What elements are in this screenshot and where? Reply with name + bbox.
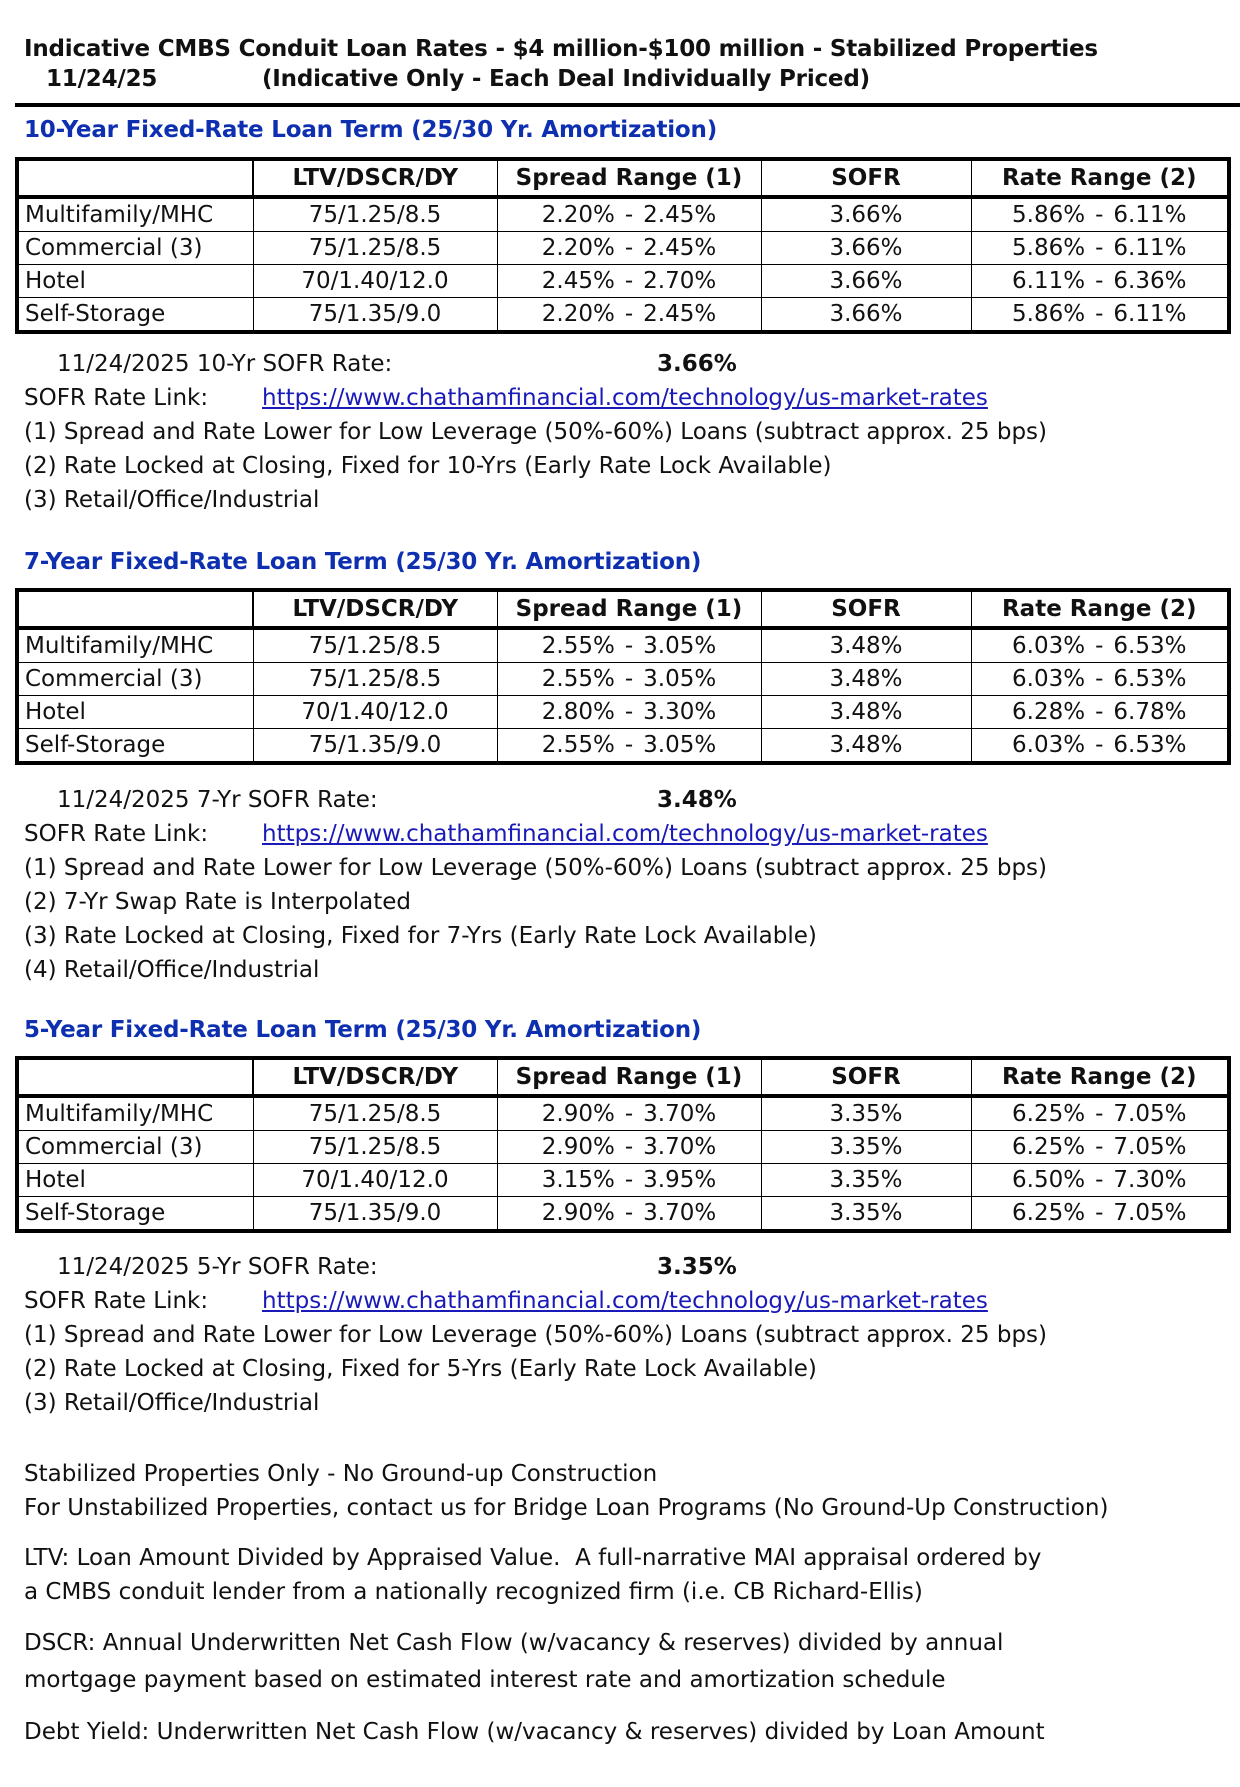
table-row [17, 1131, 1229, 1164]
ltv-dscr-dy: 75/1.35/9.0 [253, 298, 497, 333]
spread-low: 2.55% [541, 732, 615, 758]
rate-low: 6.11% [1012, 268, 1086, 294]
sofr-rate-label: 11/24/2025 7-Yr SOFR Rate: [57, 787, 378, 813]
rate-low: 6.25% [1012, 1200, 1086, 1226]
sofr-value: 3.48% [761, 663, 971, 696]
title-divider [15, 103, 1240, 107]
column-header: SOFR [761, 1058, 971, 1096]
sofr-rate-line [24, 1250, 1047, 1284]
range-separator: - [1095, 699, 1104, 725]
range-separator: - [1095, 732, 1104, 758]
spread-low: 3.15% [541, 1167, 615, 1193]
ltv-dscr-dy: 75/1.35/9.0 [253, 729, 497, 764]
column-header: Spread Range (1) [497, 159, 761, 197]
ltv-dscr-dy: 75/1.25/8.5 [253, 663, 497, 696]
spread-high: 3.95% [643, 1167, 717, 1193]
rate-low: 6.25% [1012, 1134, 1086, 1160]
rate-range [971, 1131, 1229, 1164]
range-separator: - [1095, 301, 1104, 327]
rate-high: 6.53% [1113, 732, 1187, 758]
spread-low: 2.20% [541, 301, 615, 327]
spread-high: 3.05% [643, 633, 717, 659]
range-separator: - [624, 732, 634, 758]
rate-low: 5.86% [1012, 301, 1086, 327]
rate-high: 7.05% [1113, 1101, 1187, 1127]
ltv-dscr-dy: 75/1.25/8.5 [253, 197, 497, 232]
rate-high: 6.36% [1113, 268, 1187, 294]
table-header-row [17, 1058, 1229, 1096]
table-header-row [17, 590, 1229, 628]
rate-low: 5.86% [1012, 235, 1086, 261]
ltv-dscr-dy: 75/1.25/8.5 [253, 1131, 497, 1164]
range-separator: - [624, 666, 634, 692]
footnote: (2) Rate Locked at Closing, Fixed for 5-Yrs (Early Rate Lock Available) [24, 1356, 817, 1382]
footer-debt-yield: Debt Yield: Underwritten Net Cash Flow (w/vacancy & reserves) divided by Loan Amount [24, 1719, 1045, 1745]
sofr-rate-value: 3.35% [657, 1254, 737, 1280]
sofr-rate-link[interactable]: https://www.chathamfinancial.com/technology/us-market-rates [262, 1288, 988, 1314]
spread-high: 3.05% [643, 666, 717, 692]
range-separator: - [624, 1167, 634, 1193]
range-separator: - [1095, 1200, 1104, 1226]
rate-low: 6.25% [1012, 1101, 1086, 1127]
table-row [17, 298, 1229, 333]
footnote: (3) Retail/Office/Industrial [24, 1390, 320, 1416]
sofr-rate-line [24, 783, 1047, 817]
sofr-value: 3.66% [761, 197, 971, 232]
sofr-value: 3.48% [761, 696, 971, 729]
range-separator: - [1095, 268, 1104, 294]
range-separator: - [624, 633, 634, 659]
sofr-rate-label: 11/24/2025 10-Yr SOFR Rate: [57, 351, 393, 377]
spread-low: 2.55% [541, 666, 615, 692]
sofr-rate-line [24, 347, 1047, 381]
column-header: LTV/DSCR/DY [253, 590, 497, 628]
table-row [17, 1096, 1229, 1131]
rate-high: 6.11% [1113, 235, 1187, 261]
spread-high: 3.70% [643, 1200, 717, 1226]
section-heading: 7-Year Fixed-Rate Loan Term (25/30 Yr. Amortization) [24, 549, 702, 575]
rate-low: 6.03% [1012, 633, 1086, 659]
column-header: Spread Range (1) [497, 1058, 761, 1096]
spread-high: 3.70% [643, 1101, 717, 1127]
footer-ltv-2: a CMBS conduit lender from a nationally recognized firm (i.e. CB Richard-Ellis) [24, 1579, 923, 1605]
sofr-value: 3.35% [761, 1197, 971, 1232]
document-title [24, 34, 1098, 94]
table-row [17, 232, 1229, 265]
table-header-row [17, 159, 1229, 197]
column-header [17, 159, 253, 197]
rate-range [971, 232, 1229, 265]
rate-range [971, 197, 1229, 232]
range-separator: - [1095, 1167, 1104, 1193]
property-type: Hotel [17, 265, 253, 298]
sofr-link-line [24, 817, 1047, 851]
spread-low: 2.20% [541, 202, 615, 228]
rates-table [15, 1056, 1231, 1233]
sofr-rate-link[interactable]: https://www.chathamfinancial.com/technology/us-market-rates [262, 385, 988, 411]
rate-low: 6.50% [1012, 1167, 1086, 1193]
sofr-value: 3.35% [761, 1131, 971, 1164]
column-header: SOFR [761, 159, 971, 197]
sofr-rate-value: 3.66% [657, 351, 737, 377]
rates-table [15, 588, 1231, 765]
footer-stabilized-1: Stabilized Properties Only - No Ground-up Construction [24, 1461, 658, 1487]
range-separator: - [624, 1200, 634, 1226]
footer-dscr-2: mortgage payment based on estimated interest rate and amortization schedule [24, 1667, 946, 1693]
range-separator: - [624, 1101, 634, 1127]
sofr-value: 3.66% [761, 298, 971, 333]
rate-low: 6.03% [1012, 732, 1086, 758]
sofr-rate-value: 3.48% [657, 787, 737, 813]
footnote: (2) 7-Yr Swap Rate is Interpolated [24, 889, 411, 915]
range-separator: - [1095, 202, 1104, 228]
ltv-dscr-dy: 75/1.25/8.5 [253, 628, 497, 663]
footer-dscr-1: DSCR: Annual Underwritten Net Cash Flow (w/vacancy & reserves) divided by annual [24, 1630, 1004, 1656]
sofr-value: 3.35% [761, 1096, 971, 1131]
spread-low: 2.80% [541, 699, 615, 725]
table-row [17, 663, 1229, 696]
rate-range [971, 628, 1229, 663]
column-header: LTV/DSCR/DY [253, 159, 497, 197]
ltv-dscr-dy: 75/1.35/9.0 [253, 1197, 497, 1232]
property-type: Commercial (3) [17, 232, 253, 265]
footer-ltv-1: LTV: Loan Amount Divided by Appraised Value. A full-narrative MAI appraisal ordered by [24, 1545, 1042, 1571]
rates-table [15, 157, 1231, 334]
rate-range [971, 1197, 1229, 1232]
range-separator: - [624, 699, 634, 725]
title-main: Indicative CMBS Conduit Loan Rates - $4 million-$100 million - Stabilized Properties [24, 36, 1098, 62]
spread-high: 2.45% [643, 301, 717, 327]
column-header [17, 1058, 253, 1096]
footnote: (1) Spread and Rate Lower for Low Leverage (50%-60%) Loans (subtract approx. 25 bps) [24, 855, 1048, 881]
ltv-dscr-dy: 70/1.40/12.0 [253, 265, 497, 298]
sofr-link-line [24, 381, 1047, 415]
range-separator: - [624, 235, 634, 261]
table-row [17, 628, 1229, 663]
column-header: Rate Range (2) [971, 1058, 1229, 1096]
sofr-value: 3.66% [761, 265, 971, 298]
spread-range [497, 265, 761, 298]
property-type: Hotel [17, 696, 253, 729]
property-type: Commercial (3) [17, 1131, 253, 1164]
column-header: Rate Range (2) [971, 590, 1229, 628]
spread-range [497, 1164, 761, 1197]
spread-high: 3.05% [643, 732, 717, 758]
rate-high: 7.05% [1113, 1134, 1187, 1160]
column-header: Rate Range (2) [971, 159, 1229, 197]
rate-range [971, 298, 1229, 333]
table-row [17, 265, 1229, 298]
spread-high: 2.45% [643, 202, 717, 228]
section-notes [24, 783, 1047, 987]
spread-high: 2.70% [643, 268, 717, 294]
column-header: LTV/DSCR/DY [253, 1058, 497, 1096]
rate-range [971, 1096, 1229, 1131]
spread-range [497, 696, 761, 729]
sofr-link-label: SOFR Rate Link: [24, 821, 209, 847]
sofr-link-label: SOFR Rate Link: [24, 1288, 209, 1314]
property-type: Multifamily/MHC [17, 197, 253, 232]
ltv-dscr-dy: 75/1.25/8.5 [253, 232, 497, 265]
spread-low: 2.90% [541, 1200, 615, 1226]
spread-range [497, 628, 761, 663]
property-type: Commercial (3) [17, 663, 253, 696]
rate-range [971, 696, 1229, 729]
section-heading: 5-Year Fixed-Rate Loan Term (25/30 Yr. Amortization) [24, 1017, 702, 1043]
rate-range [971, 265, 1229, 298]
property-type: Multifamily/MHC [17, 1096, 253, 1131]
footer-stabilized-2: For Unstabilized Properties, contact us for Bridge Loan Programs (No Ground-Up Construction) [24, 1495, 1109, 1521]
footnote: (1) Spread and Rate Lower for Low Leverage (50%-60%) Loans (subtract approx. 25 bps) [24, 1322, 1048, 1348]
footnote: (3) Rate Locked at Closing, Fixed for 7-Yrs (Early Rate Lock Available) [24, 923, 817, 949]
table-row [17, 696, 1229, 729]
spread-high: 3.30% [643, 699, 717, 725]
rate-range [971, 663, 1229, 696]
spread-range [497, 1197, 761, 1232]
range-separator: - [1095, 633, 1104, 659]
section-heading: 10-Year Fixed-Rate Loan Term (25/30 Yr. Amortization) [24, 117, 718, 143]
table-row [17, 729, 1229, 764]
sofr-value: 3.48% [761, 729, 971, 764]
rate-high: 7.30% [1113, 1167, 1187, 1193]
rate-high: 6.53% [1113, 633, 1187, 659]
footer-notes [24, 1457, 1108, 1749]
rate-high: 6.11% [1113, 202, 1187, 228]
sofr-value: 3.35% [761, 1164, 971, 1197]
range-separator: - [624, 202, 634, 228]
spread-range [497, 232, 761, 265]
range-separator: - [624, 268, 634, 294]
property-type: Hotel [17, 1164, 253, 1197]
column-header [17, 590, 253, 628]
property-type: Self-Storage [17, 1197, 253, 1232]
rate-low: 6.03% [1012, 666, 1086, 692]
rate-low: 5.86% [1012, 202, 1086, 228]
spread-low: 2.55% [541, 633, 615, 659]
rate-high: 6.78% [1113, 699, 1187, 725]
spread-high: 3.70% [643, 1134, 717, 1160]
rate-high: 6.53% [1113, 666, 1187, 692]
spread-low: 2.90% [541, 1134, 615, 1160]
range-separator: - [1095, 666, 1104, 692]
sofr-rate-link[interactable]: https://www.chathamfinancial.com/technology/us-market-rates [262, 821, 988, 847]
spread-range [497, 1131, 761, 1164]
footnote: (1) Spread and Rate Lower for Low Leverage (50%-60%) Loans (subtract approx. 25 bps) [24, 419, 1048, 445]
rate-range [971, 1164, 1229, 1197]
range-separator: - [1095, 1134, 1104, 1160]
property-type: Multifamily/MHC [17, 628, 253, 663]
rate-low: 6.28% [1012, 699, 1086, 725]
sofr-value: 3.48% [761, 628, 971, 663]
spread-low: 2.20% [541, 235, 615, 261]
range-separator: - [624, 301, 634, 327]
title-date: 11/24/25 [46, 66, 158, 92]
spread-range [497, 298, 761, 333]
range-separator: - [1095, 235, 1104, 261]
rate-high: 6.11% [1113, 301, 1187, 327]
sofr-link-label: SOFR Rate Link: [24, 385, 209, 411]
footnote: (4) Retail/Office/Industrial [24, 957, 320, 983]
ltv-dscr-dy: 75/1.25/8.5 [253, 1096, 497, 1131]
range-separator: - [1095, 1101, 1104, 1127]
column-header: SOFR [761, 590, 971, 628]
spread-range [497, 1096, 761, 1131]
sofr-rate-label: 11/24/2025 5-Yr SOFR Rate: [57, 1254, 378, 1280]
title-subtitle: (Indicative Only - Each Deal Individually Priced) [262, 66, 870, 92]
sofr-link-line [24, 1284, 1047, 1318]
table-row [17, 1197, 1229, 1232]
spread-high: 2.45% [643, 235, 717, 261]
rate-high: 7.05% [1113, 1200, 1187, 1226]
footnote: (2) Rate Locked at Closing, Fixed for 10-Yrs (Early Rate Lock Available) [24, 453, 832, 479]
ltv-dscr-dy: 70/1.40/12.0 [253, 1164, 497, 1197]
spread-range [497, 663, 761, 696]
sofr-value: 3.66% [761, 232, 971, 265]
table-row [17, 197, 1229, 232]
footnote: (3) Retail/Office/Industrial [24, 487, 320, 513]
ltv-dscr-dy: 70/1.40/12.0 [253, 696, 497, 729]
table-row [17, 1164, 1229, 1197]
spread-range [497, 729, 761, 764]
spread-range [497, 197, 761, 232]
property-type: Self-Storage [17, 729, 253, 764]
spread-low: 2.90% [541, 1101, 615, 1127]
range-separator: - [624, 1134, 634, 1160]
column-header: Spread Range (1) [497, 590, 761, 628]
section-notes [24, 1250, 1047, 1420]
property-type: Self-Storage [17, 298, 253, 333]
spread-low: 2.45% [541, 268, 615, 294]
rate-range [971, 729, 1229, 764]
section-notes [24, 347, 1047, 517]
